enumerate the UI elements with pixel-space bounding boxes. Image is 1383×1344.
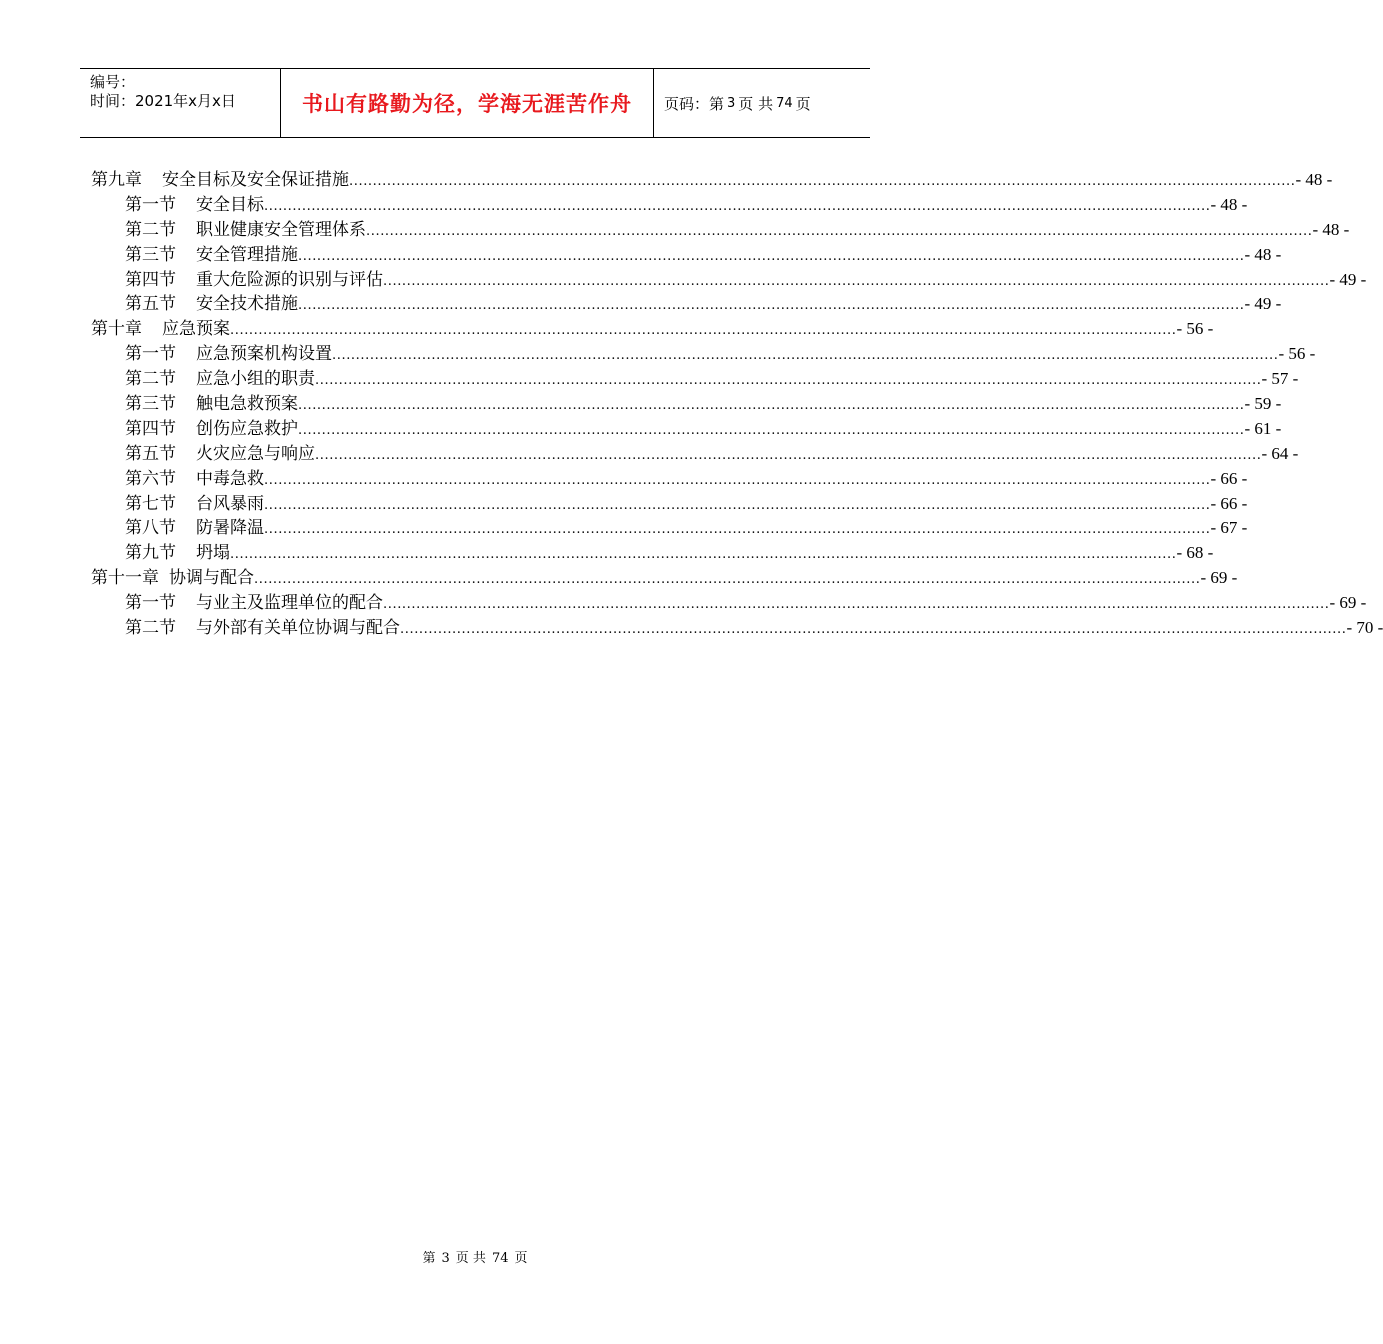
table-of-contents (91, 168, 1383, 641)
toc-entry-title: 台风暴雨 (196, 493, 264, 514)
document-date: 时间：2021年x月x日 (90, 92, 236, 110)
toc-section-entry[interactable] (91, 268, 1367, 293)
toc-entry-number: 第十一章 (91, 568, 159, 589)
toc-entry-number: 第七节 (125, 493, 176, 514)
toc-entry-number: 第三节 (125, 244, 176, 265)
toc-dot-leader: ........................................................................................................................................................................................................ (230, 323, 1177, 339)
toc-entry-page: - 56 - (1176, 319, 1214, 339)
toc-section-entry[interactable] (91, 218, 1350, 243)
toc-entry-number: 第一节 (125, 344, 176, 365)
toc-entry-page: - 48 - (1295, 170, 1333, 189)
toc-entry-title: 应急预案 (162, 319, 230, 340)
toc-entry-title: 防暑降温 (196, 518, 264, 539)
toc-dot-leader: ........................................................................................................................................................................................................ (298, 398, 1245, 414)
toc-entry-page: - 66 - (1210, 468, 1248, 488)
toc-dot-leader: ........................................................................................................................................................................................................ (366, 223, 1313, 239)
toc-dot-leader: ........................................................................................................................................................................................................ (264, 497, 1211, 513)
toc-entry-title: 安全目标及安全保证措施 (162, 170, 349, 190)
header-page-total: 74 (776, 95, 793, 111)
toc-dot-leader: ........................................................................................................................................................................................................ (298, 298, 1245, 314)
toc-entry-page: - 57 - (1261, 369, 1299, 389)
toc-section-entry[interactable] (91, 492, 1248, 517)
header-page-mid: 页 共 (738, 94, 774, 113)
toc-entry-number: 第一节 (125, 194, 176, 215)
toc-entry-number: 第五节 (125, 443, 176, 464)
toc-entry-title: 安全目标 (196, 194, 264, 215)
toc-entry-page: - 67 - (1210, 518, 1248, 538)
toc-dot-leader: ........................................................................................................................................................................................................ (298, 248, 1245, 264)
toc-section-entry[interactable] (91, 591, 1367, 616)
toc-entry-page: - 66 - (1210, 493, 1248, 513)
toc-dot-leader: ........................................................................................................................................................................................................ (230, 547, 1177, 563)
toc-entry-page: - 64 - (1261, 443, 1299, 463)
toc-entry-page: - 48 - (1244, 244, 1282, 264)
toc-entry-title: 协调与配合 (169, 568, 254, 589)
toc-entry-title: 坍塌 (196, 543, 230, 564)
toc-entry-page: - 56 - (1278, 344, 1316, 364)
toc-section-entry[interactable] (91, 541, 1214, 566)
toc-entry-page: - 49 - (1329, 269, 1367, 289)
toc-entry-number: 第九节 (125, 543, 176, 564)
toc-entry-number: 第二节 (125, 219, 176, 240)
toc-chapter-entry[interactable] (91, 317, 1214, 342)
toc-entry-title: 重大危险源的识别与评估 (196, 269, 383, 290)
toc-section-entry[interactable] (91, 392, 1282, 417)
toc-entry-number: 第四节 (125, 418, 176, 439)
footer-current-page: 3 (441, 1251, 450, 1266)
toc-section-entry[interactable] (91, 442, 1299, 467)
toc-chapter-entry[interactable] (91, 168, 1333, 193)
toc-entry-title: 安全管理措施 (196, 244, 298, 265)
header-motto: 书山有路勤为径，学海无涯苦作舟 (281, 69, 654, 137)
toc-entry-page: - 59 - (1244, 394, 1282, 414)
toc-dot-leader: ........................................................................................................................................................................................................ (315, 447, 1262, 463)
toc-entry-title: 职业健康安全管理体系 (196, 219, 366, 240)
toc-entry-number: 第六节 (125, 468, 176, 489)
toc-dot-leader: ........................................................................................................................................................................................................ (383, 597, 1330, 613)
header-info (80, 69, 281, 137)
toc-section-entry[interactable] (91, 516, 1248, 541)
toc-entry-page: - 48 - (1210, 194, 1248, 214)
toc-chapter-entry[interactable] (91, 566, 1238, 591)
toc-dot-leader: ........................................................................................................................................................................................................ (298, 422, 1245, 438)
toc-dot-leader: ........................................................................................................................................................................................................ (315, 373, 1262, 389)
toc-entry-title: 应急小组的职责 (196, 369, 315, 390)
toc-entry-number: 第三节 (125, 394, 176, 415)
toc-entry-title: 火灾应急与响应 (196, 443, 315, 464)
header-page-suffix: 页 (795, 94, 811, 113)
page-header (80, 68, 870, 138)
header-page-prefix: 页码：第 (664, 94, 725, 113)
toc-entry-title: 应急预案机构设置 (196, 344, 332, 365)
toc-entry-number: 第二节 (125, 618, 176, 639)
toc-dot-leader: ........................................................................................................................................................................................................ (264, 522, 1211, 538)
toc-section-entry[interactable] (91, 193, 1248, 218)
toc-section-entry[interactable] (91, 616, 1383, 641)
toc-dot-leader: ........................................................................................................................................................................................................ (332, 348, 1279, 364)
toc-entry-number: 第四节 (125, 269, 176, 290)
toc-entry-page: - 69 - (1200, 568, 1238, 588)
toc-entry-page: - 69 - (1329, 593, 1367, 613)
toc-entry-page: - 61 - (1244, 418, 1282, 438)
toc-dot-leader: ........................................................................................................................................................................................................ (400, 622, 1347, 638)
toc-entry-title: 与业主及监理单位的配合 (196, 593, 383, 614)
toc-entry-number: 第十章 (91, 319, 142, 340)
toc-entry-page: - 48 - (1312, 219, 1350, 239)
toc-section-entry[interactable] (91, 467, 1248, 492)
toc-entry-number: 第九章 (91, 170, 142, 190)
toc-dot-leader: ........................................................................................................................................................................................................ (264, 472, 1211, 488)
toc-dot-leader: ........................................................................................................................................................................................................ (383, 273, 1330, 289)
toc-section-entry[interactable] (91, 243, 1282, 268)
document-number-label: 编号： (90, 73, 136, 91)
toc-entry-number: 第一节 (125, 593, 176, 614)
toc-entry-number: 第二节 (125, 369, 176, 390)
toc-section-entry[interactable] (91, 342, 1316, 367)
header-page-current: 3 (727, 95, 736, 111)
toc-entry-title: 安全技术措施 (196, 294, 298, 315)
footer-mid: 页 共 (455, 1251, 486, 1266)
toc-dot-leader: ........................................................................................................................................................................................................ (264, 198, 1211, 214)
toc-dot-leader: ........................................................................................................................................................................................................ (349, 174, 1296, 189)
toc-entry-page: - 70 - (1346, 618, 1383, 638)
toc-section-entry[interactable] (91, 417, 1282, 442)
toc-dot-leader: ........................................................................................................................................................................................................ (254, 572, 1201, 588)
toc-entry-number: 第八节 (125, 518, 176, 539)
header-page-info (654, 69, 870, 137)
footer-prefix: 第 (422, 1251, 436, 1266)
toc-section-entry[interactable] (91, 292, 1282, 317)
toc-entry-title: 创伤应急救护 (196, 418, 298, 439)
footer-suffix: 页 (514, 1251, 528, 1266)
toc-entry-title: 触电急救预案 (196, 394, 298, 415)
toc-entry-page: - 68 - (1176, 543, 1214, 563)
page-footer (0, 1247, 950, 1266)
toc-section-entry[interactable] (91, 367, 1299, 392)
toc-entry-page: - 49 - (1244, 294, 1282, 314)
toc-entry-number: 第五节 (125, 294, 176, 315)
footer-total-pages: 74 (491, 1251, 509, 1266)
toc-entry-title: 与外部有关单位协调与配合 (196, 618, 400, 639)
toc-entry-title: 中毒急救 (196, 468, 264, 489)
